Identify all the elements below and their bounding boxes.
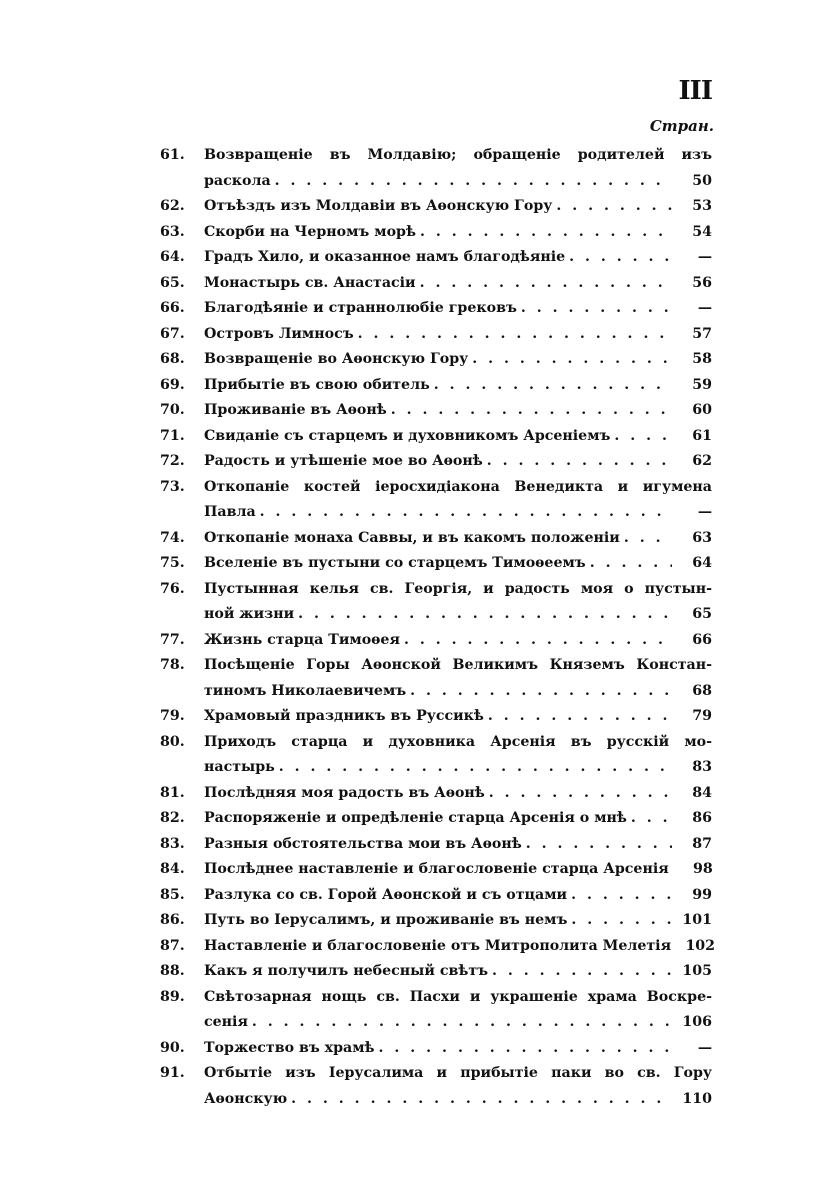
entry-page: 62: [692, 453, 712, 469]
toc-entry: [160, 271, 712, 297]
entry-body: [204, 322, 712, 348]
entry-page: 68: [692, 682, 712, 699]
entry-title-last-line: [204, 551, 712, 577]
entry-page: —: [697, 300, 712, 316]
dot-leader: [404, 628, 672, 654]
entry-title-last-line: [204, 602, 712, 628]
entry-page: 83: [692, 759, 712, 775]
entry-body: [204, 934, 716, 960]
entry-page: 86: [692, 810, 712, 826]
entry-title-last-line: [204, 1087, 712, 1113]
entry-title-last-line: [204, 220, 712, 246]
entry-page: 110: [682, 1090, 712, 1107]
entry-page: —: [697, 504, 712, 520]
entry-page: 58: [692, 351, 712, 367]
entry-body: [204, 1061, 712, 1112]
entry-number: 80.: [160, 733, 185, 750]
entry-number: 64.: [160, 249, 185, 265]
entry-body: [204, 296, 712, 322]
toc-entry: [160, 959, 712, 985]
dot-leader: [298, 602, 672, 628]
entry-body: [204, 143, 712, 194]
entry-page: 99: [692, 886, 712, 903]
entry-body: [204, 373, 712, 399]
entry-title-last-line: [204, 169, 712, 195]
entry-number: 83.: [160, 835, 185, 852]
entry-body: [204, 908, 712, 934]
entry-title-line: Свиданіе съ старцемъ и духовникомъ Арсеніемъ: [204, 427, 611, 444]
toc-entry: [160, 449, 712, 475]
entry-title-line: Жизнь старца Тимоѳея: [204, 631, 400, 648]
entry-body: [204, 1036, 712, 1062]
entry-number: 91.: [160, 1065, 185, 1081]
entry-title-last-line: [204, 857, 712, 883]
entry-title-last-line: [204, 628, 712, 654]
entry-title-line: Прибытіе въ свою обитель: [204, 376, 430, 393]
toc-entry: [160, 143, 712, 194]
entry-title-line: Аѳонскую: [204, 1090, 288, 1107]
entry-number: 67.: [160, 325, 185, 342]
entry-title-line: Путь во Іерусалимъ, и проживаніе въ немъ: [204, 912, 568, 928]
entry-number: 78.: [160, 657, 185, 673]
entry-page: 66: [692, 631, 712, 648]
entry-title-line: сенія: [204, 1014, 248, 1030]
dot-leader: [279, 755, 672, 781]
toc-entry: [160, 347, 712, 373]
entry-body: [204, 449, 712, 475]
entry-number: 79.: [160, 708, 185, 724]
entry-number: 89.: [160, 988, 185, 1005]
entry-title-line: Откопаніе костей іеросхидіакона Венедикта и игумена: [204, 478, 712, 495]
entry-title-last-line: [204, 271, 712, 297]
toc-entry: [160, 653, 712, 704]
entry-title-line: Торжество въ храмѣ: [204, 1039, 375, 1056]
entry-title-line: Отбытіе изъ Іерусалима и прибытіе паки во св. Гору: [204, 1065, 712, 1081]
entry-body: [204, 857, 712, 883]
dot-leader: [624, 526, 672, 552]
entry-body: [204, 781, 712, 807]
entry-page: 50: [692, 172, 712, 189]
entry-page: 63: [692, 529, 712, 546]
entry-title-last-line: [204, 781, 712, 807]
dot-leader: [291, 1087, 672, 1113]
dot-leader: [252, 1010, 672, 1036]
entry-number: 65.: [160, 274, 185, 291]
dot-leader: [487, 449, 672, 475]
entry-title-last-line: [204, 424, 712, 450]
dot-leader: [391, 398, 672, 424]
entry-body: [204, 475, 712, 526]
entry-title-line: Какъ я получилъ небесный свѣтъ: [204, 963, 489, 979]
toc-entry: [160, 194, 712, 220]
entry-title-line: ной жизни: [204, 606, 295, 622]
entry-title-line: Пустынная келья св. Георгія, и радость моя о пустын-: [204, 580, 712, 597]
toc-entry: [160, 245, 712, 271]
toc-entry: [160, 730, 712, 781]
toc-entry: [160, 704, 712, 730]
entry-title-line: Островъ Лимносъ: [204, 325, 354, 342]
entry-title-last-line: [204, 883, 712, 909]
entry-title-line: Приходъ старца и духовника Арсенія въ русскій мо-: [204, 733, 712, 750]
entry-body: [204, 832, 712, 858]
entry-title-line: Вселеніе въ пустыни со старцемъ Тимоѳеемъ: [204, 555, 586, 571]
entry-body: [204, 245, 712, 271]
dot-leader: [420, 271, 672, 297]
entry-number: 62.: [160, 198, 185, 214]
entry-title-line: Разныя обстоятельства мои въ Аѳонѣ: [204, 835, 522, 852]
entry-title-last-line: [204, 296, 712, 322]
entry-page: 60: [692, 402, 712, 418]
entry-title-last-line: [204, 755, 712, 781]
entry-page: —: [697, 1039, 712, 1056]
entry-number: 88.: [160, 963, 185, 979]
entry-title-last-line: [204, 347, 712, 373]
entry-number: 71.: [160, 427, 185, 444]
entry-body: [204, 551, 712, 577]
entry-number: 74.: [160, 529, 185, 546]
dot-leader: [571, 883, 672, 909]
entry-number: 63.: [160, 223, 185, 240]
entry-title-line: Посѣщеніе Горы Аѳонской Великимъ Княземъ Констан-: [204, 657, 712, 673]
entry-number: 76.: [160, 580, 185, 597]
dot-leader: [488, 704, 672, 730]
entry-title-last-line: [204, 398, 712, 424]
entry-number: 84.: [160, 861, 185, 877]
toc-entry: [160, 322, 712, 348]
entry-title-last-line: [204, 959, 712, 985]
dot-leader: [590, 551, 672, 577]
toc-entry: [160, 373, 712, 399]
entry-title-last-line: [204, 500, 712, 526]
entry-title-line: Наставленіе и благословеніе отъ Митрополита Мелетія: [204, 937, 672, 954]
entry-title-line: Послѣднее наставленіе и благословеніе старца Арсенія: [204, 861, 669, 877]
dot-leader: [358, 322, 672, 348]
entry-page: 59: [692, 376, 712, 393]
entry-page: 79: [692, 708, 712, 724]
entry-body: [204, 628, 712, 654]
entry-page: 105: [682, 963, 712, 979]
entry-title-line: Градъ Хило, и оказанное намъ благодѣяніе: [204, 249, 566, 265]
entry-body: [204, 653, 712, 704]
toc-entry: [160, 551, 712, 577]
toc-entry: [160, 1036, 712, 1062]
entry-page: 61: [692, 427, 712, 444]
entry-title-line: Распоряженіе и опредѣленіе старца Арсенія о мнѣ: [204, 810, 627, 826]
toc-entry: [160, 220, 712, 246]
entry-title-line: Откопаніе монаха Саввы, и въ какомъ положеніи: [204, 529, 620, 546]
entry-title-last-line: [204, 1010, 712, 1036]
toc-entry: [160, 806, 712, 832]
entry-number: 66.: [160, 300, 185, 316]
toc-entry: [160, 577, 712, 628]
entry-title-last-line: [204, 449, 712, 475]
dot-leader: [260, 500, 672, 526]
dot-leader: [472, 347, 672, 373]
toc-entry: [160, 908, 712, 934]
entry-title-line: Свѣтозарная нощь св. Пасхи и украшеніе храма Воскре-: [204, 988, 712, 1005]
entry-body: [204, 577, 712, 628]
entry-title-line: Послѣдняя моя радость въ Аѳонѣ: [204, 784, 485, 801]
entry-body: [204, 985, 712, 1036]
entry-body: [204, 806, 712, 832]
entry-title-line: Разлука со св. Горой Аѳонской и съ отцами: [204, 886, 568, 903]
entry-body: [204, 271, 712, 297]
entry-number: 87.: [160, 937, 185, 954]
entry-body: [204, 526, 712, 552]
entry-title-line: Возвращеніе въ Молдавію; обращеніе родителей изъ: [204, 147, 712, 163]
entry-page: 65: [692, 606, 712, 622]
entry-page: 84: [692, 784, 712, 801]
entry-page: 98: [692, 861, 713, 877]
dot-leader: [489, 781, 672, 807]
entry-number: 72.: [160, 453, 185, 469]
entry-number: 86.: [160, 912, 185, 928]
entry-number: 81.: [160, 784, 185, 801]
entry-number: 68.: [160, 351, 185, 367]
entry-page: 54: [692, 223, 712, 240]
entry-title-line: Благодѣяніе и страннолюбіе грековъ: [204, 300, 517, 316]
entry-number: 69.: [160, 376, 185, 393]
toc-entry: [160, 1061, 712, 1112]
entry-title-line: тиномъ Николаевичемъ: [204, 682, 407, 699]
entry-number: 82.: [160, 810, 185, 826]
toc-entry: [160, 883, 712, 909]
entry-body: [204, 704, 712, 730]
entry-body: [204, 398, 712, 424]
entry-title-line: Возвращеніе во Аѳонскую Гору: [204, 351, 469, 367]
entry-page: 102: [685, 937, 716, 954]
entry-title-last-line: [204, 806, 712, 832]
entry-number: 85.: [160, 886, 185, 903]
page-number: III: [678, 76, 712, 106]
toc-entry: [160, 781, 712, 807]
entry-body: [204, 883, 712, 909]
entry-title-line: Скорби на Черномъ морѣ: [204, 223, 416, 240]
page-column-header: Стран.: [649, 117, 714, 135]
dot-leader: [631, 806, 672, 832]
toc-entry: [160, 398, 712, 424]
dot-leader: [420, 220, 672, 246]
dot-leader: [521, 296, 672, 322]
toc-entry: [160, 526, 712, 552]
entry-title-line: Радость и утѣшеніе мое во Аѳонѣ: [204, 453, 483, 469]
entry-title-last-line: [204, 526, 712, 552]
entry-title-line: Монастырь св. Анастасіи: [204, 274, 416, 291]
dot-leader: [569, 245, 672, 271]
entry-title-line: раскола: [204, 172, 271, 189]
dot-leader: [492, 959, 672, 985]
entry-title-last-line: [204, 245, 712, 271]
entry-page: 56: [692, 274, 712, 291]
entry-number: 90.: [160, 1039, 185, 1056]
entry-number: 70.: [160, 402, 185, 418]
entry-body: [204, 347, 712, 373]
entry-title-last-line: [204, 908, 712, 934]
entry-page: 57: [692, 325, 712, 342]
entry-body: [204, 194, 712, 220]
toc-entry: [160, 857, 712, 883]
entry-number: 77.: [160, 631, 185, 648]
toc-entry: [160, 424, 712, 450]
dot-leader: [434, 373, 672, 399]
entry-page: 106: [682, 1014, 712, 1030]
entry-number: 61.: [160, 147, 185, 163]
dot-leader: [410, 679, 672, 705]
entry-body: [204, 959, 712, 985]
entry-number: 73.: [160, 478, 185, 495]
entry-body: [204, 220, 712, 246]
entry-title-line: Павла: [204, 504, 256, 520]
dot-leader: [526, 832, 672, 858]
entry-page: 53: [692, 198, 712, 214]
entry-title-last-line: [204, 934, 716, 960]
entry-title-line: Проживаніе въ Аѳонѣ: [204, 402, 387, 418]
entry-title-line: Отъѣздъ изъ Молдавіи въ Аѳонскую Гору: [204, 198, 553, 214]
dot-leader: [614, 424, 672, 450]
entry-body: [204, 730, 712, 781]
entry-title-last-line: [204, 194, 712, 220]
entry-title-last-line: [204, 373, 712, 399]
toc-entry: [160, 475, 712, 526]
entry-title-last-line: [204, 322, 712, 348]
entry-title-last-line: [204, 832, 712, 858]
entry-page: —: [697, 249, 712, 265]
entry-title-last-line: [204, 704, 712, 730]
dot-leader: [571, 908, 672, 934]
entry-page: 101: [682, 912, 712, 928]
entry-title-line: настырь: [204, 759, 275, 775]
toc-entry: [160, 628, 712, 654]
entry-body: [204, 424, 712, 450]
entry-title-last-line: [204, 1036, 712, 1062]
toc-entry: [160, 985, 712, 1036]
entry-number: 75.: [160, 555, 185, 571]
dot-leader: [556, 194, 672, 220]
table-of-contents: [160, 143, 716, 1112]
toc-entry: [160, 934, 716, 960]
entry-title-line: Храмовый праздникъ въ Руссикѣ: [204, 708, 484, 724]
dot-leader: [275, 169, 672, 195]
toc-entry: [160, 296, 712, 322]
entry-title-last-line: [204, 679, 712, 705]
toc-entry: [160, 832, 712, 858]
entry-page: 64: [692, 555, 712, 571]
dot-leader: [379, 1036, 672, 1062]
entry-page: 87: [692, 835, 712, 852]
